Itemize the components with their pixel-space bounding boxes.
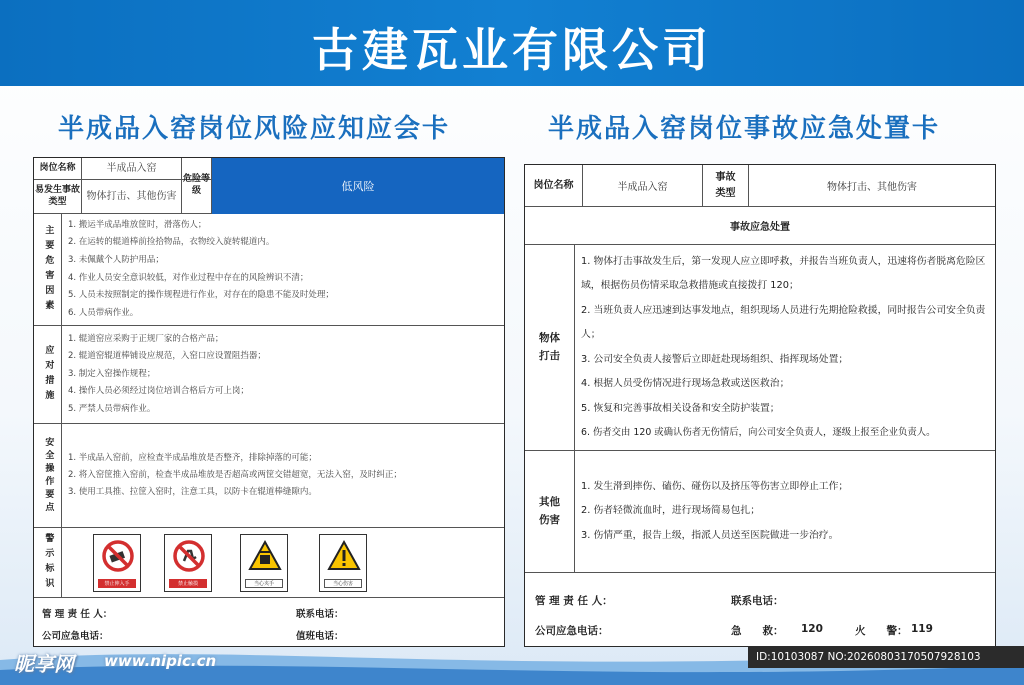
safety-section (34, 424, 504, 528)
right-accident-label (703, 165, 749, 206)
safety-item: 1. 半成品入窑前，应检查半成品堆放是否整齐，排除掉落的可能； (68, 453, 317, 463)
left-card-heading: 半成品入窑岗位风险应知应会卡 (58, 114, 451, 144)
manager-label: 管 理 责 任 人： (42, 609, 113, 620)
other-label-text: 其他伤害 (539, 495, 560, 526)
strike-list (581, 245, 987, 450)
sign-no-touching (164, 534, 212, 592)
hazards-section (34, 214, 504, 326)
strike-item: 2. 当班负责人应迅速到达事发地点，组织现场人员进行先期抢险救援，同时报告公司安全负责人； (581, 304, 986, 340)
safety-label (34, 424, 62, 527)
sign-no-hands (93, 534, 141, 592)
hazard-item: 4. 作业人员安全意识较低，对作业过程中存在的风险辨识不清； (68, 272, 309, 283)
right-post-row (525, 165, 995, 207)
hazards-label (34, 214, 62, 325)
safety-item: 3. 使用工具推、拉筐入窑时，注意工具，以防卡在辊道棒缝隙内。 (68, 487, 317, 497)
risk-level-label: 危险等级 (182, 158, 212, 214)
accident-label: 易发生事故类型 (34, 180, 82, 213)
safety-list (68, 424, 498, 527)
safety-item: 2. 将入窑筐推入窑前，检查半成品堆放是否超高或两筐交错超宽，无法入窑，及时纠正； (68, 470, 402, 480)
post-value: 半成品入窑 (82, 158, 182, 179)
hazard-item: 3. 未佩戴个人防护用品； (68, 254, 164, 265)
measure-item: 4. 操作人员必须经过岗位培训合格后方可上岗； (68, 386, 249, 397)
measure-item: 5. 严禁人员带病作业。 (68, 403, 156, 414)
hazards-list (68, 214, 498, 325)
strike-label (525, 245, 575, 450)
strike-item: 3. 公司安全负责人接警后立即赶赴现场组织、指挥现场处置； (581, 353, 849, 365)
first-aid-number: 120 (801, 623, 823, 635)
strike-item: 5. 恢复和完善事故相关设备和安全防护装置； (581, 402, 780, 414)
section-title: 事故应急处置 (730, 222, 790, 233)
other-item: 1. 发生滑到摔伤、磕伤、碰伤以及挤压等伤害立即停止工作； (581, 480, 849, 492)
signs-section (34, 528, 504, 598)
measure-item: 1. 辊道窑应采购于正规厂家的合格产品； (68, 333, 224, 344)
strike-section (525, 245, 995, 451)
other-section (525, 451, 995, 573)
right-post-value: 半成品入窑 (583, 165, 703, 206)
watermark-logo: 昵享网 (14, 652, 74, 676)
warning-signs (68, 534, 498, 591)
company-title: 古建瓦业有限公司 (312, 23, 712, 77)
measures-list (68, 326, 498, 423)
sign-caption: 当心伤害 (324, 579, 362, 588)
hazard-item: 2. 在运转的辊道棒前捡拾物品，衣物绞入旋转辊道内。 (68, 237, 275, 248)
strike-item: 6. 伤者交由 120 或确认伤者无伤情后，向公司安全负责人，逐级上报至企业负责人。 (581, 427, 936, 438)
strike-label-text: 物体打击 (539, 331, 560, 362)
watermark-url: www.nipic.cn (104, 652, 217, 670)
measure-item: 3. 制定入窑操作规程； (68, 368, 156, 379)
hazard-item: 1. 搬运半成品堆放筐时，滑落伤人； (68, 219, 207, 230)
measure-item: 2. 辊道窑辊道棒铺设应规范，入窑口应设置阻挡器； (68, 351, 266, 362)
measures-label-text: 应对措施 (43, 344, 54, 405)
duty-label: 值班电话： (296, 631, 344, 642)
other-list (581, 451, 987, 572)
emergency-response-card (524, 164, 996, 647)
right-accident-value: 物体打击、其他伤害 (827, 182, 917, 193)
accident-value: 物体打击、其他伤害 (82, 180, 182, 213)
right-manager-label: 管 理 责 任 人： (535, 595, 613, 607)
first-aid-label: 急 救： (731, 625, 784, 637)
other-label (525, 451, 575, 572)
hazard-item: 6. 人员带病作业。 (68, 307, 139, 318)
header-banner (0, 0, 1024, 86)
other-item: 2. 伤者轻微流血时，进行现场简易包扎； (581, 505, 761, 517)
signs-label-text: 警示标识 (43, 532, 54, 593)
emergency-label: 公司应急电话： (42, 631, 109, 642)
right-contact-label: 联系电话： (731, 595, 784, 607)
section-title-row (525, 207, 995, 245)
no-hands-in-machine-icon (101, 539, 135, 573)
measures-section (34, 326, 504, 424)
sign-caption: 禁止伸入手 (98, 579, 136, 588)
sign-caption: 禁止触摸 (169, 579, 207, 588)
strike-item: 4. 根据人员受伤情况进行现场急救或送医救治； (581, 378, 790, 389)
measures-label (34, 326, 62, 423)
safety-label-text: 安全操作要点 (43, 436, 54, 515)
hazards-label-text: 主要危害因素 (43, 224, 54, 315)
other-item: 3. 伤情严重，报告上级，指派人员送至医院做进一步治疗。 (581, 529, 839, 541)
fire-label: 火 警： (855, 625, 908, 637)
sign-caution-hazard (319, 534, 367, 592)
sign-caption: 当心夹手 (245, 579, 283, 588)
right-card-heading: 半成品入窑岗位事故应急处置卡 (548, 114, 941, 144)
watermark-id: ID:10103087 NO:20260803170507928103 (748, 646, 1024, 668)
caution-hazard-icon (327, 539, 361, 573)
sign-caution-crush (240, 534, 288, 592)
risk-level-value: 低风险 (212, 158, 504, 214)
no-touching-icon (172, 539, 206, 573)
caution-crush-icon (248, 539, 282, 573)
fire-number: 119 (911, 623, 933, 635)
hazard-item: 5. 人员未按照制定的操作规程进行作业，对存在的隐患不能及时处理； (68, 290, 334, 301)
right-emergency-label: 公司应急电话： (535, 625, 609, 637)
right-accident-label-text: 事故类型 (715, 171, 736, 199)
risk-awareness-card (33, 157, 505, 647)
contact-label: 联系电话： (296, 609, 344, 620)
strike-item: 1. 物体打击事故发生后，第一发现人应立即呼救，并报告当班负责人，迅速将伤者脱离危险区域，根据伤员伤情采取急救措施或直接拨打 120； (581, 255, 986, 291)
post-label: 岗位名称 (34, 158, 82, 179)
signs-label (34, 528, 62, 597)
right-post-label: 岗位名称 (525, 165, 583, 206)
